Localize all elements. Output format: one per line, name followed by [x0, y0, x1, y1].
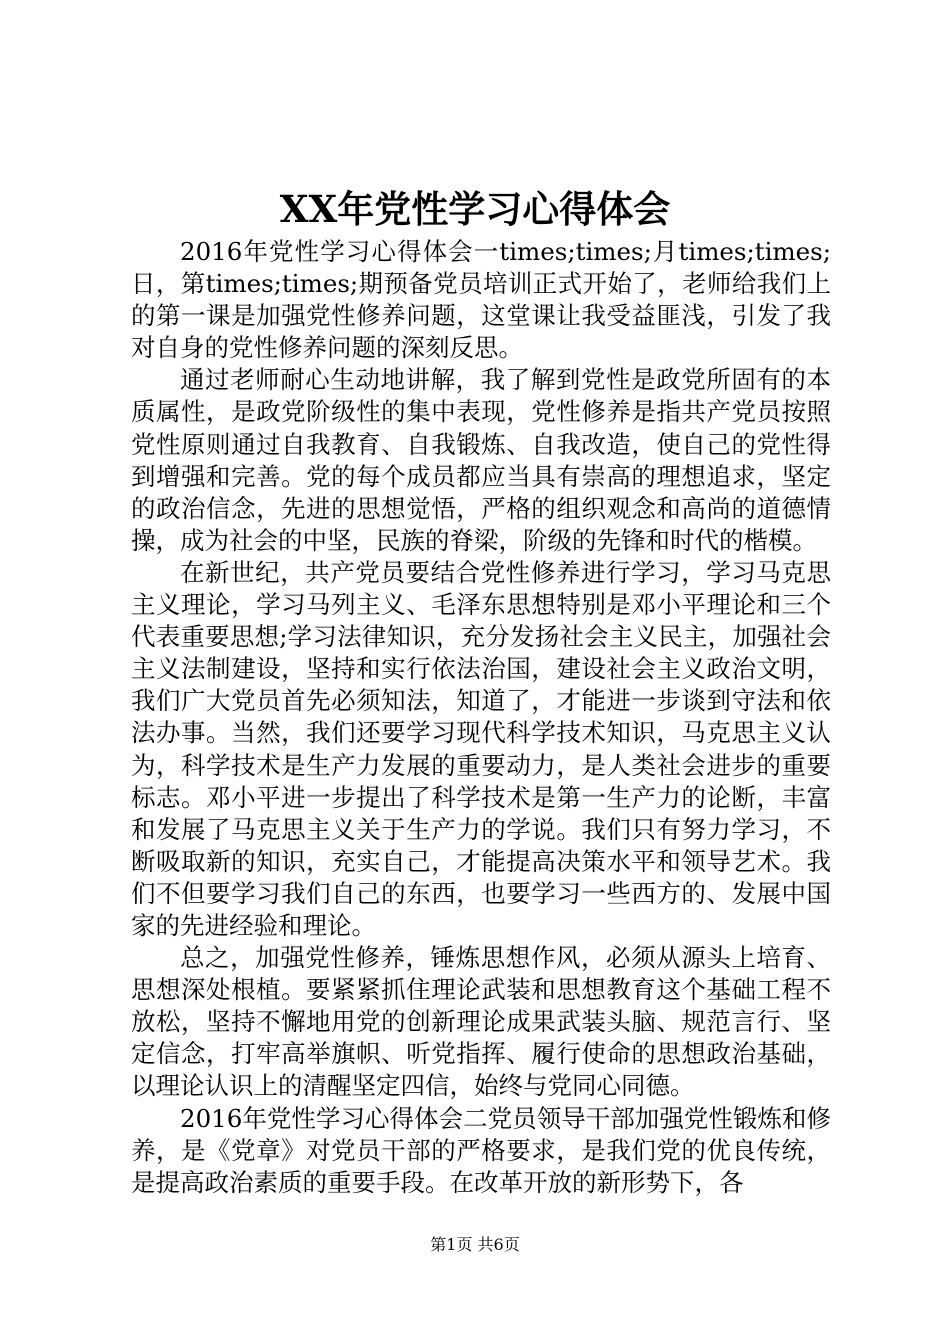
- paragraph: 2016年党性学习心得体会二党员领导干部加强党性锻炼和修养，是《党章》对党员干部的严格要求，是我们党的优良传统，是提高政治素质的重要手段。在改革开放的新形势下，各: [131, 1103, 831, 1197]
- paragraph: 在新世纪，共产党员要结合党性修养进行学习，学习马克思主义理论，学习马列主义、毛泽东思想特别是邓小平理论和三个代表重要思想;学习法律知识，充分发扬社会主义民主，加强社会主义法制建设，坚持和实行依法治国，建设社会主义政治文明，我们广大党员首先必须知法，知道了，才能进一步谈到守法和依法办事。当然，我们还要学习现代科学技术知识，马克思主义认为，科学技术是生产力发展的重要动力，是人类社会进步的重要标志。邓小平进一步提出了科学技术是第一生产力的论断，丰富和发展了马克思主义关于生产力的学说。我们只有努力学习，不断吸取新的知识，充实自己，才能提高决策水平和领导艺术。我们不但要学习我们自己的东西，也要学习一些西方的、发展中国家的先进经验和理论。: [131, 557, 831, 940]
- document-body: [131, 236, 831, 1199]
- page-number-footer: 第1页 共6页: [430, 1235, 520, 1254]
- paragraph: 通过老师耐心生动地讲解，我了解到党性是政党所固有的本质属性，是政党阶级性的集中表现，党性修养是指共产党员按照党性原则通过自我教育、自我锻炼、自我改造，使自己的党性得到增强和完善。党的每个成员都应当具有崇高的理想追求，坚定的政治信念，先进的思想觉悟，严格的组织观念和高尚的道德情操，成为社会的中坚，民族的脊梁，阶级的先锋和时代的楷模。: [131, 365, 831, 555]
- paragraph: 2016年党性学习心得体会一times;times;月times;times;日，第times;times;期预备党员培训正式开始了，老师给我们上的第一课是加强党性修养问题，这堂课让我受益匪浅，引发了我对自身的党性修养问题的深刻反思。: [131, 237, 831, 363]
- document-title: XX年党性学习心得体会: [279, 187, 671, 231]
- paragraph: 总之，加强党性修养，锤炼思想作风，必须从源头上培育、思想深处根植。要紧紧抓住理论武装和思想教育这个基础工程不放松，坚持不懈地用党的创新理论成果武装头脑、规范言行、坚定信念，打牢高举旗帜、听党指挥、履行使命的思想政治基础，以理论认识上的清醒坚定四信，始终与党同心同德。: [131, 943, 831, 1101]
